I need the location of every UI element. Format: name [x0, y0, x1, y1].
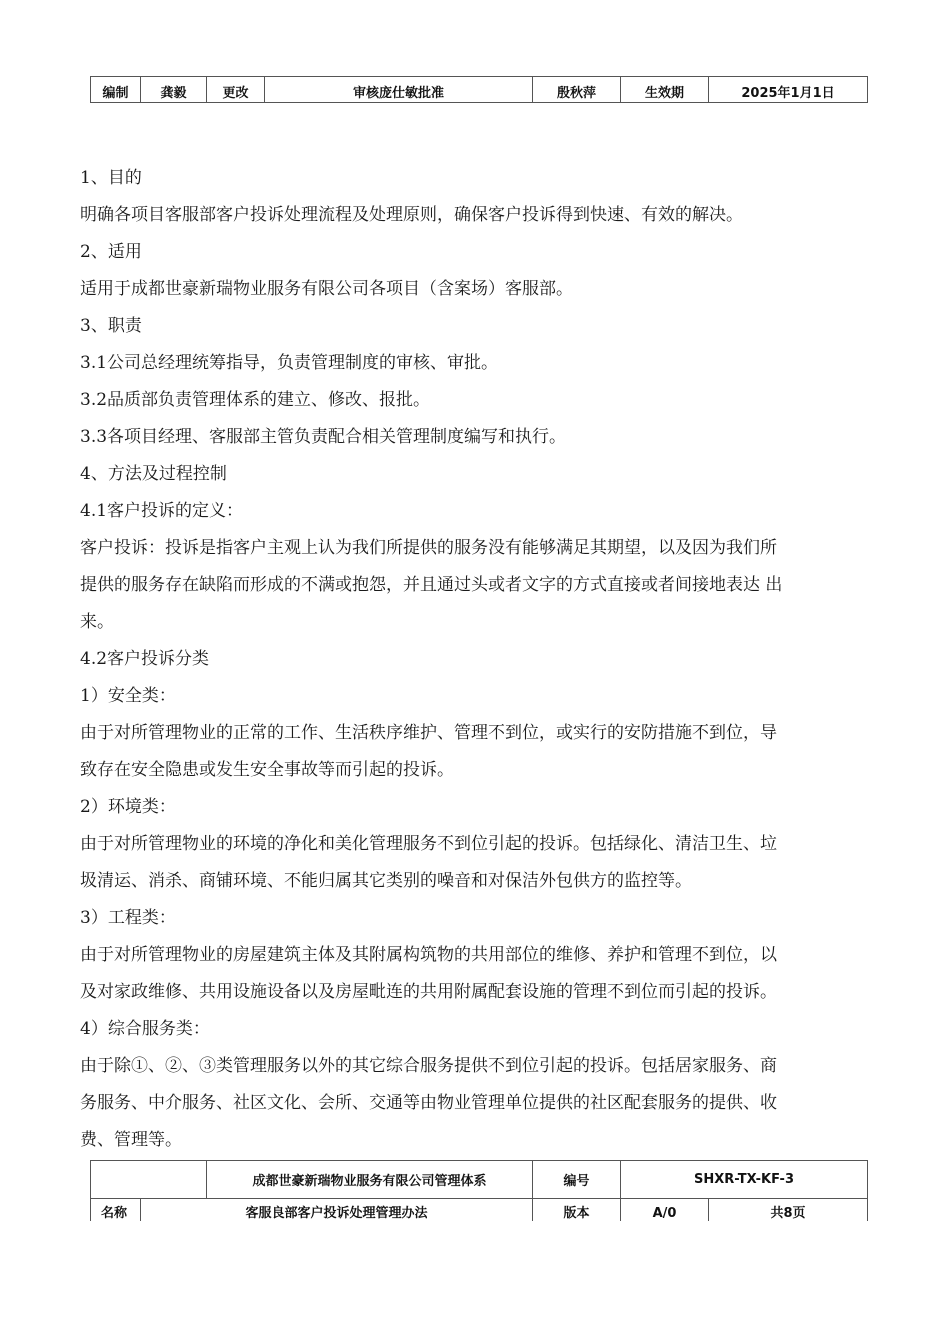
section-4-1-line-1: 客户投诉：投诉是指客户主观上认为我们所提供的服务没有能够满足其期望，以及因为我们所	[80, 538, 777, 558]
section-2-title: 2、适用	[80, 242, 142, 262]
footer-row-1	[91, 1161, 868, 1199]
approver-name: 殷秋萍	[533, 77, 621, 103]
document-body	[80, 160, 880, 1159]
category-4-line-1: 由于除①、②、③类管理服务以外的其它综合服务提供不到位引起的投诉。包括居家服务、商	[80, 1056, 777, 1076]
section-3-3: 3.3各项目经理、客服部主管负责配合相关管理制度编写和执行。	[80, 427, 567, 447]
section-4-1-line-2: 提供的服务存在缺陷而形成的不满或抱怨，并且通过头或者文字的方式直接或者间接地表达 出	[80, 575, 783, 595]
section-1-title: 1、目的	[80, 168, 142, 188]
category-4-title: 4）综合服务类：	[80, 1019, 210, 1039]
code-label: 编号	[533, 1161, 621, 1199]
effective-date: 2025年1月1日	[709, 77, 868, 103]
system-title: 成都世豪新瑞物业服务有限公司管理体系	[207, 1161, 533, 1199]
category-2-title: 2）环境类：	[80, 797, 176, 817]
category-4-line-2: 务服务、中介服务、社区文化、会所、交通等由物业管理单位提供的社区配套服务的提供、收	[80, 1093, 777, 1113]
document-name: 客服良部客户投诉处理管理办法	[141, 1199, 533, 1222]
section-4-2-title: 4.2客户投诉分类	[80, 649, 210, 669]
edit-label: 编制	[91, 77, 141, 103]
revise-label: 更改	[207, 77, 265, 103]
footer-row-2	[91, 1199, 868, 1222]
category-2-line-1: 由于对所管理物业的环境的净化和美化管理服务不到位引起的投诉。包括绿化、清洁卫生、垃	[80, 834, 777, 854]
section-4-title: 4、方法及过程控制	[80, 464, 227, 484]
version-value: A/0	[621, 1199, 709, 1222]
section-3-title: 3、职责	[80, 316, 142, 336]
category-4-line-3: 费、管理等。	[80, 1130, 182, 1150]
page-count: 共8页	[709, 1199, 868, 1222]
section-1-text: 明确各项目客服部客户投诉处理流程及处理原则，确保客户投诉得到快速、有效的解决。	[80, 205, 743, 225]
category-1-title: 1）安全类：	[80, 686, 176, 706]
category-3-line-2: 及对家政维修、共用设施设备以及房屋毗连的共用附属配套设施的管理不到位而引起的投诉。	[80, 982, 777, 1002]
section-3-2: 3.2品质部负责管理体系的建立、修改、报批。	[80, 390, 431, 410]
name-label: 名称	[91, 1199, 141, 1222]
footer-blank-cell	[91, 1161, 207, 1199]
section-3-1: 3.1公司总经理统筹指导，负责管理制度的审核、审批。	[80, 353, 499, 373]
review-approve-label: 审核庞仕敏批准	[265, 77, 533, 103]
section-4-1-title: 4.1客户投诉的定义：	[80, 501, 244, 521]
footer-info-table	[90, 1160, 868, 1221]
version-label: 版本	[533, 1199, 621, 1222]
category-3-line-1: 由于对所管理物业的房屋建筑主体及其附属构筑物的共用部位的维修、养护和管理不到位，以	[80, 945, 777, 965]
category-3-title: 3）工程类：	[80, 908, 176, 928]
section-4-1-line-3: 来。	[80, 612, 114, 632]
effective-label: 生效期	[621, 77, 709, 103]
category-1-line-2: 致存在安全隐患或发生安全事故等而引起的投诉。	[80, 760, 454, 780]
category-2-line-2: 圾清运、消杀、商铺环境、不能归属其它类别的噪音和对保洁外包供方的监控等。	[80, 871, 692, 891]
category-1-line-1: 由于对所管理物业的正常的工作、生活秩序维护、管理不到位，或实行的安防措施不到位，导	[80, 723, 777, 743]
header-row	[91, 77, 868, 103]
editor-name: 龚毅	[141, 77, 207, 103]
code-value: SHXR-TX-KF-3	[621, 1161, 868, 1199]
header-info-table	[90, 76, 868, 103]
section-2-text: 适用于成都世豪新瑞物业服务有限公司各项目（含案场）客服部。	[80, 279, 573, 299]
